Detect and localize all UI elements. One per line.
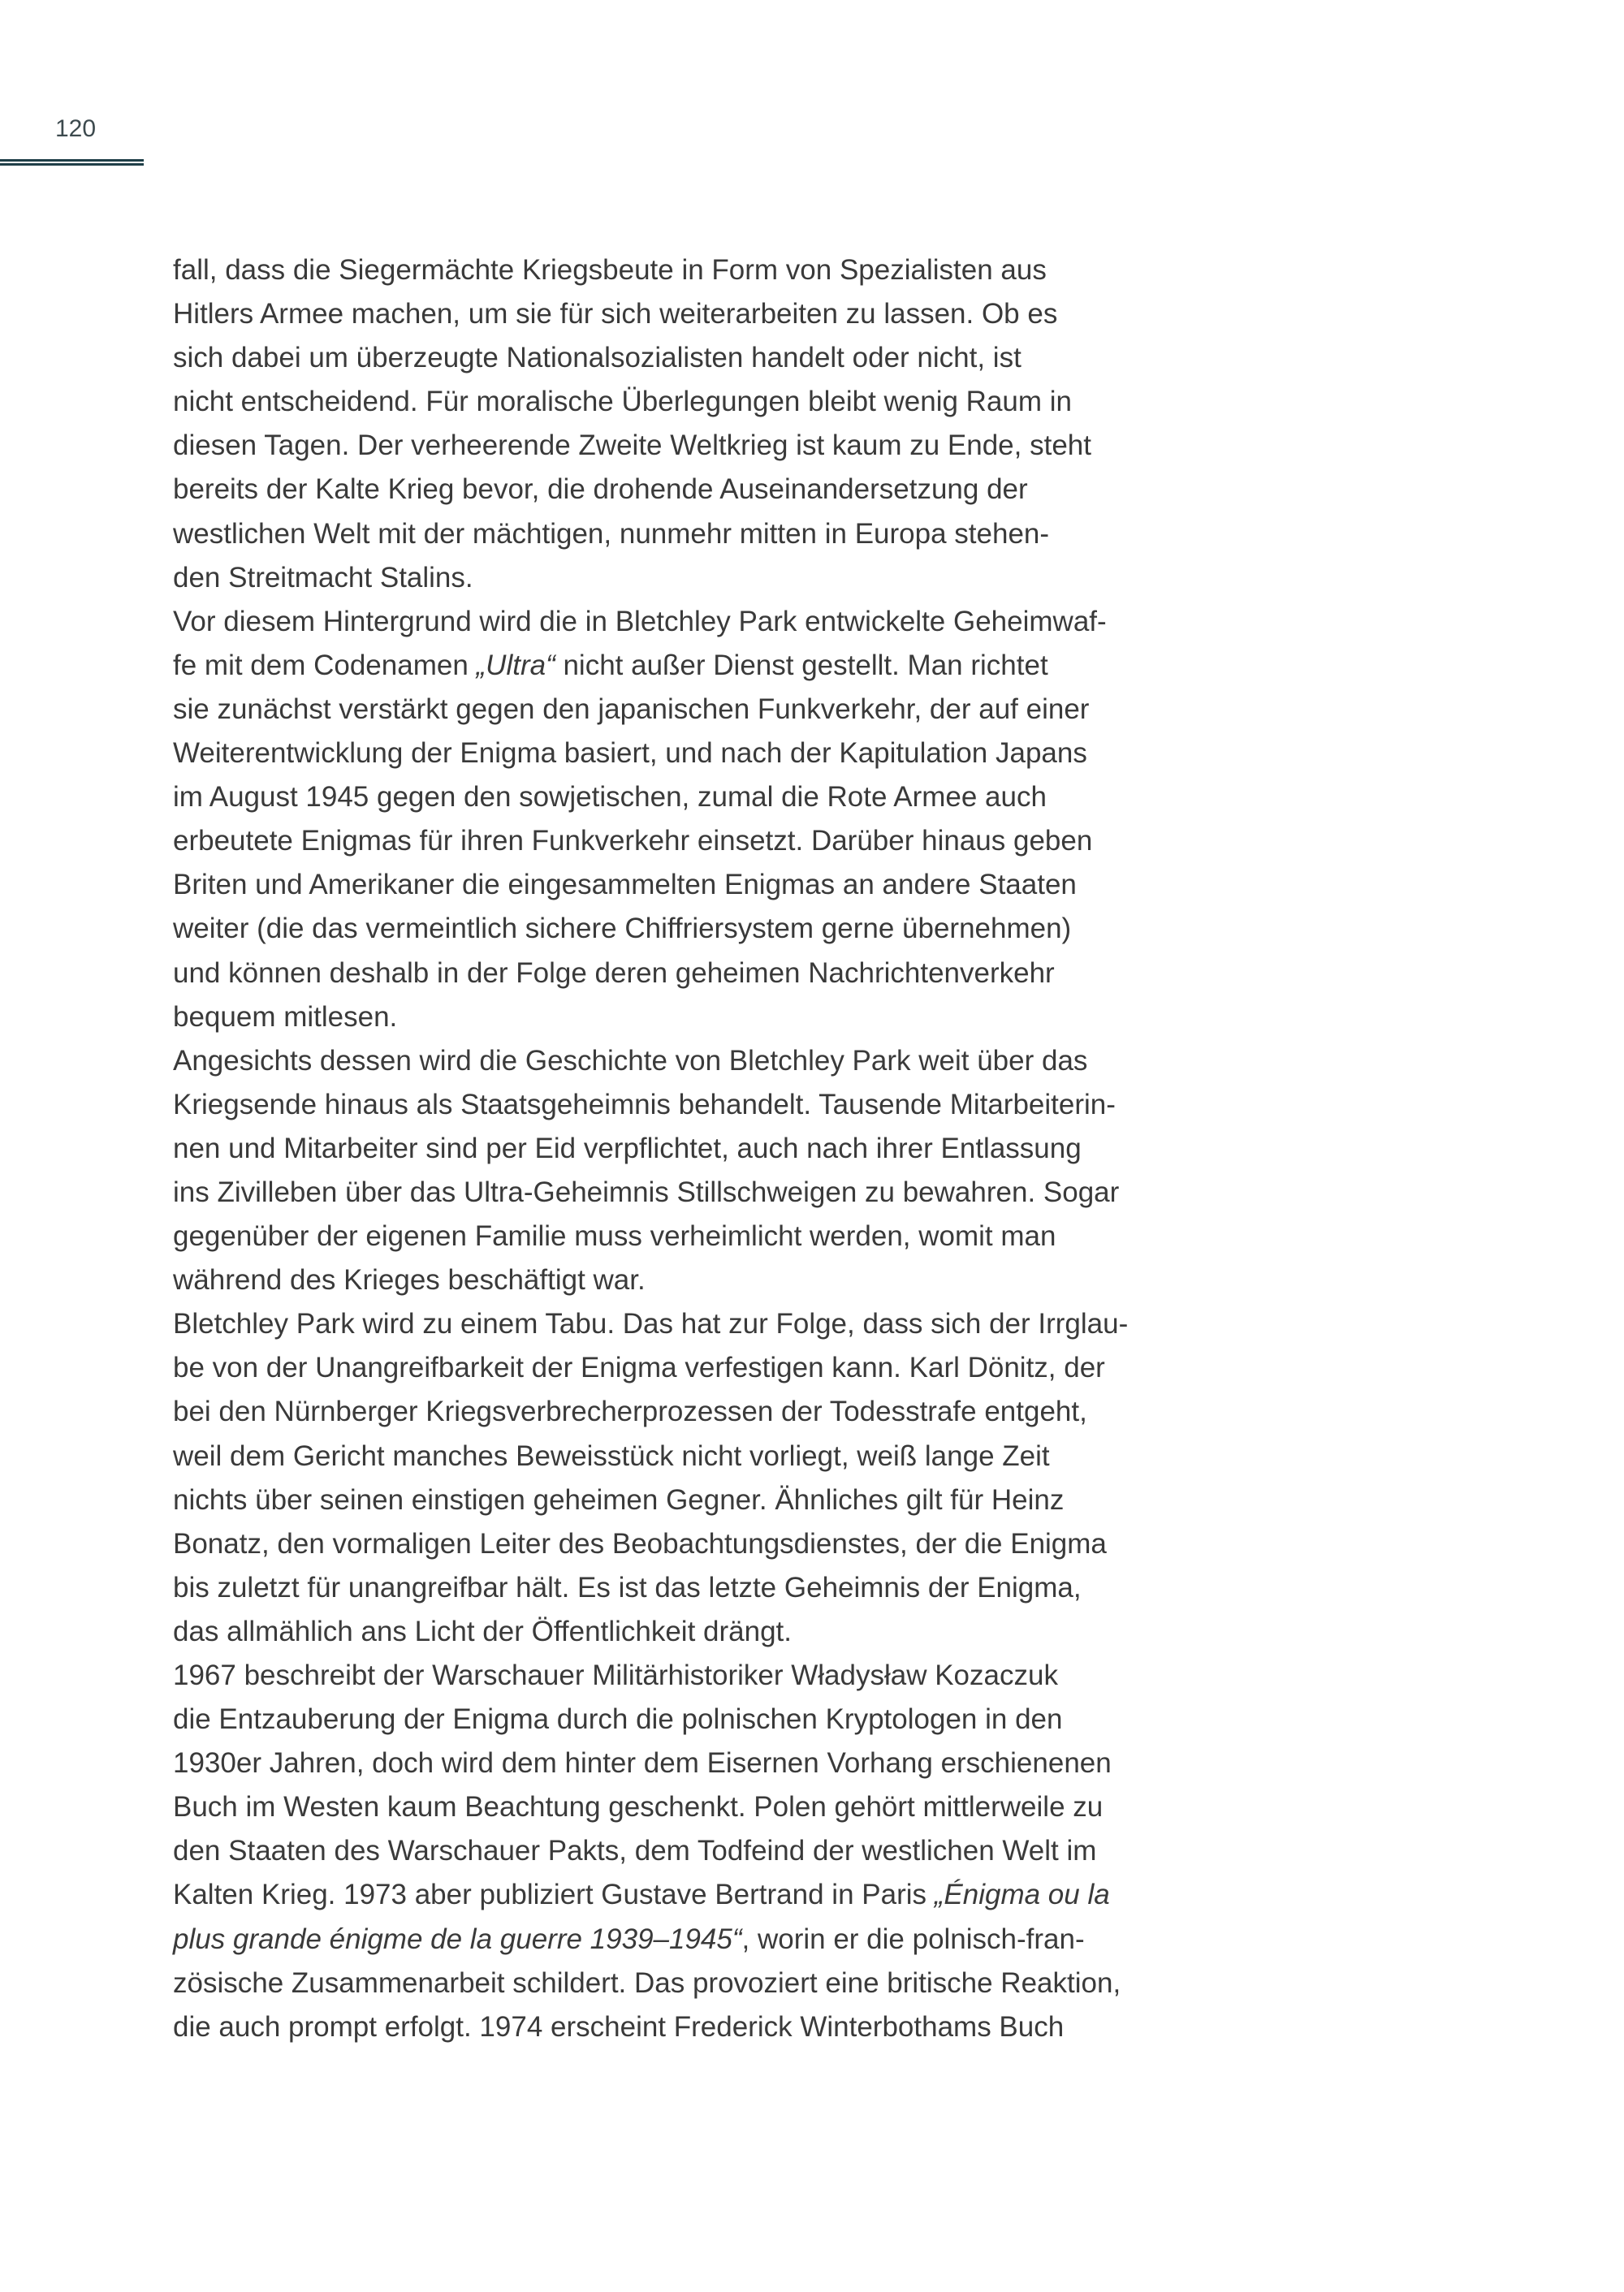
text-line xyxy=(173,1346,1128,1390)
text-line xyxy=(173,380,1128,424)
text-line xyxy=(173,1258,1128,1302)
text-line xyxy=(173,1873,1128,1917)
text-line xyxy=(173,995,1128,1039)
text-segment: weiter (die das vermeintlich sichere Chiffriersystem gerne übernehmen) xyxy=(173,913,1072,945)
text-segment: Buch im Westen kaum Beachtung geschenkt. Polen gehört mittlerweile zu xyxy=(173,1791,1104,1824)
text-segment: bei den Nürnberger Kriegsverbrecherprozessen der Todesstrafe entgeht, xyxy=(173,1396,1087,1428)
text-segment: Weiterentwicklung der Enigma basiert, und nach der Kapitulation Japans xyxy=(173,737,1087,770)
text-line xyxy=(173,863,1128,907)
text-segment: , worin er die polnisch-fran- xyxy=(741,1923,1085,1955)
text-segment: bequem mitlesen. xyxy=(173,1000,398,1033)
text-line xyxy=(173,424,1128,468)
text-segment: Bletchley Park wird zu einem Tabu. Das hat zur Folge, dass sich der Irrglau- xyxy=(173,1308,1129,1340)
italic-title: „Ultra“ xyxy=(476,649,555,681)
text-segment: und können deshalb in der Folge deren geheimen Nachrichtenverkehr xyxy=(173,956,1055,989)
text-segment: den Staaten des Warschauer Pakts, dem Todfeind der westlichen Welt im xyxy=(173,1835,1097,1867)
text-line xyxy=(173,775,1128,819)
text-line xyxy=(173,556,1128,600)
text-line xyxy=(173,1962,1128,2005)
text-segment: be von der Unangreifbarkeit der Enigma verfestigen kann. Karl Dönitz, der xyxy=(173,1352,1105,1384)
text-line xyxy=(173,907,1128,951)
text-segment: Briten und Amerikaner die eingesammelten Enigmas an andere Staaten xyxy=(173,869,1077,901)
text-segment: das allmählich ans Licht der Öffentlichkeit drängt. xyxy=(173,1615,792,1647)
text-line xyxy=(173,1478,1128,1522)
text-line xyxy=(173,1083,1128,1127)
text-line xyxy=(173,1215,1128,1258)
text-segment: die Entzauberung der Enigma durch die polnischen Kryptologen in den xyxy=(173,1703,1063,1736)
text-line xyxy=(173,1039,1128,1083)
text-segment: 1967 beschreibt der Warschauer Militärhistoriker Władysław Kozaczuk xyxy=(173,1660,1058,1691)
text-line xyxy=(173,1302,1128,1346)
text-line xyxy=(173,1742,1128,1785)
header-rule xyxy=(0,159,144,166)
text-segment: zösische Zusammenarbeit schildert. Das provoziert eine britische Reaktion, xyxy=(173,1966,1121,1999)
text-line xyxy=(173,732,1128,775)
italic-title: „Énigma ou la xyxy=(934,1879,1110,1911)
text-line xyxy=(173,1829,1128,1873)
text-line xyxy=(173,1566,1128,1610)
text-segment: die auch prompt erfolgt. 1974 erscheint Frederick Winterbothams Buch xyxy=(173,2010,1065,2043)
text-segment: weil dem Gericht manches Beweisstück nicht vorliegt, weiß lange Zeit xyxy=(173,1440,1050,1472)
text-line xyxy=(173,468,1128,511)
text-segment: sich dabei um überzeugte Nationalsozialisten handelt oder nicht, ist xyxy=(173,342,1021,374)
text-segment: westlichen Welt mit der mächtigen, nunmehr mitten in Europa stehen- xyxy=(173,517,1050,550)
text-segment: im August 1945 gegen den sowjetischen, zumal die Rote Armee auch xyxy=(173,781,1047,814)
text-segment: ins Zivilleben über das Ultra-Geheimnis Stillschweigen zu bewahren. Sogar xyxy=(173,1176,1120,1208)
text-segment: nen und Mitarbeiter sind per Eid verpflichtet, auch nach ihrer Entlassung xyxy=(173,1132,1082,1164)
page-number: 120 xyxy=(55,115,97,142)
text-line xyxy=(173,1918,1128,1962)
text-line xyxy=(173,644,1128,688)
text-segment: diesen Tagen. Der verheerende Zweite Weltkrieg ist kaum zu Ende, steht xyxy=(173,429,1091,462)
text-line xyxy=(173,2005,1128,2049)
text-segment: fall, dass die Siegermächte Kriegsbeute in Form von Spezialisten aus xyxy=(173,254,1047,286)
text-segment: den Streitmacht Stalins. xyxy=(173,561,473,594)
text-segment: Bonatz, den vormaligen Leiter des Beobachtungsdienstes, der die Enigma xyxy=(173,1527,1107,1560)
text-segment: erbeutete Enigmas für ihren Funkverkehr einsetzt. Darüber hinaus geben xyxy=(173,825,1093,857)
text-segment: Vor diesem Hintergrund wird die in Bletchley Park entwickelte Geheimwaf- xyxy=(173,605,1107,637)
text-line xyxy=(173,1522,1128,1566)
text-line xyxy=(173,248,1128,292)
text-line xyxy=(173,600,1128,644)
text-segment: Angesichts dessen wird die Geschichte von Bletchley Park weit über das xyxy=(173,1044,1088,1077)
body-text xyxy=(173,248,1128,2049)
text-line xyxy=(173,1698,1128,1742)
text-line xyxy=(173,1610,1128,1654)
text-segment: nichts über seinen einstigen geheimen Gegner. Ähnliches gilt für Heinz xyxy=(173,1483,1065,1516)
text-segment: Kriegsende hinaus als Staatsgeheimnis behandelt. Tausende Mitarbeiterin- xyxy=(173,1088,1116,1120)
text-segment: Kalten Krieg. 1973 aber publiziert Gustave Bertrand in Paris xyxy=(173,1879,935,1911)
text-line xyxy=(173,1171,1128,1215)
text-line xyxy=(173,1127,1128,1171)
text-line xyxy=(173,1435,1128,1478)
text-line xyxy=(173,336,1128,380)
text-line xyxy=(173,952,1128,995)
text-segment: bereits der Kalte Krieg bevor, die drohende Auseinandersetzung der xyxy=(173,473,1028,506)
text-segment: sie zunächst verstärkt gegen den japanischen Funkverkehr, der auf einer xyxy=(173,693,1090,725)
text-line xyxy=(173,512,1128,556)
text-segment: nicht außer Dienst gestellt. Man richtet xyxy=(555,649,1048,681)
text-line xyxy=(173,292,1128,336)
italic-title: plus grande énigme de la guerre 1939–1945“ xyxy=(173,1923,742,1955)
text-line xyxy=(173,1785,1128,1829)
text-segment: während des Krieges beschäftigt war. xyxy=(173,1264,646,1297)
text-segment: nicht entscheidend. Für moralische Überlegungen bleibt wenig Raum in xyxy=(173,386,1073,418)
text-line xyxy=(173,688,1128,732)
text-segment: fe mit dem Codenamen xyxy=(173,649,477,681)
text-segment: gegenüber der eigenen Familie muss verheimlicht werden, womit man xyxy=(173,1220,1056,1253)
text-segment: bis zuletzt für unangreifbar hält. Es ist das letzte Geheimnis der Enigma, xyxy=(173,1571,1082,1604)
text-segment: 1930er Jahren, doch wird dem hinter dem Eisernen Vorhang erschienenen xyxy=(173,1747,1112,1780)
text-line xyxy=(173,1654,1128,1698)
text-line xyxy=(173,1390,1128,1434)
text-segment: Hitlers Armee machen, um sie für sich weiterarbeiten zu lassen. Ob es xyxy=(173,298,1058,330)
text-line xyxy=(173,819,1128,863)
